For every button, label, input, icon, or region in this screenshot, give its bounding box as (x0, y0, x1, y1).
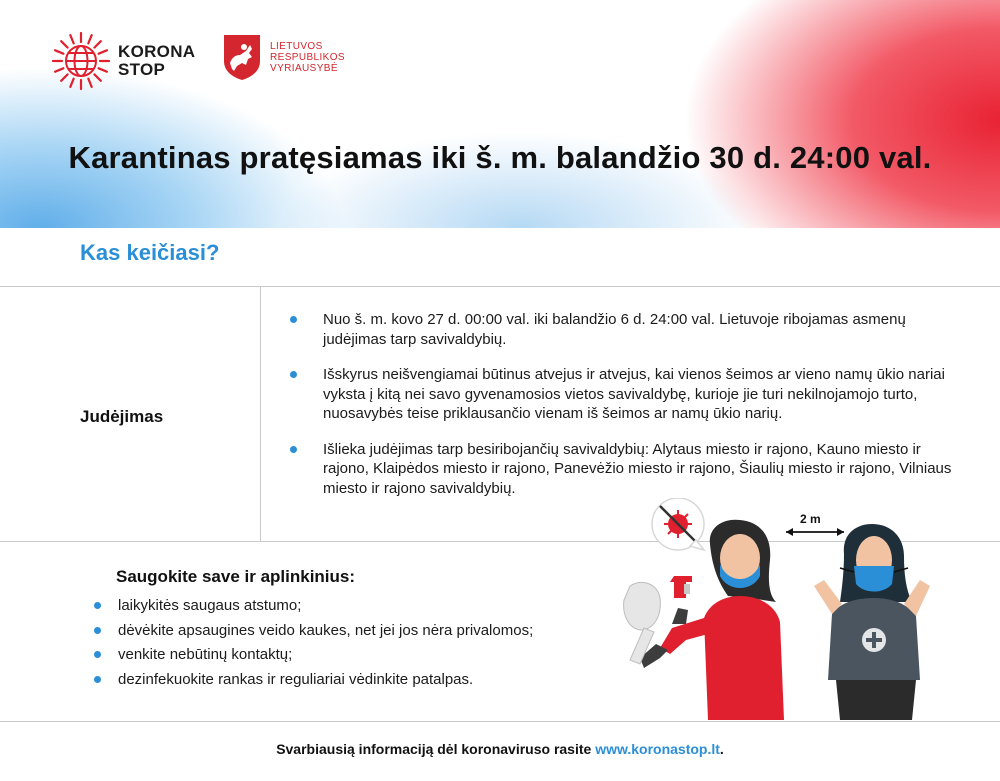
gov-text-line1: LIETUVOS (270, 40, 323, 52)
gov-text-line2: RESPUBLIKOS (270, 51, 345, 63)
bullet-dot (290, 371, 297, 378)
illustration-masked-people (600, 498, 960, 720)
bullet-dot (94, 651, 101, 658)
bullet-dot (94, 602, 101, 609)
protect-text: venkite nebūtinų kontaktų; (118, 646, 293, 663)
protect-title: Saugokite save ir aplinkinius: (116, 567, 356, 586)
section-title: Kas keičiasi? (80, 240, 220, 265)
movement-bullet-list (290, 310, 962, 514)
gov-text-line3: VYRIAUSYBĖ (270, 62, 338, 74)
footer-text: Svarbiausią informaciją dėl koronaviruso rasite (276, 741, 596, 757)
woman-with-mask (814, 524, 930, 720)
coat-of-arms-icon (222, 33, 262, 81)
website-link[interactable]: www.koronastop.lt (595, 741, 720, 757)
protect-text: laikykitės saugaus atstumo; (118, 597, 302, 614)
bullet-dot (94, 676, 101, 683)
bullet-dot (94, 627, 101, 634)
list-item (290, 365, 962, 424)
government-logo[interactable] (222, 33, 345, 81)
protect-list (94, 596, 533, 694)
list-item (94, 645, 533, 670)
koronastop-logo[interactable] (50, 30, 195, 92)
protect-text: dezinfekuokite rankas ir reguliariai vėdinkite patalpas. (118, 670, 474, 688)
bullet-dot (290, 316, 297, 323)
logo-text-line1: KORONA (118, 42, 196, 61)
divider-bottom (0, 721, 1000, 722)
list-item (290, 310, 962, 349)
page-title: Karantinas pratęsiamas iki š. m. balandžio 30 d. 24:00 val. (68, 140, 932, 175)
header-banner (0, 0, 1000, 228)
divider-vertical (260, 287, 261, 541)
distance-label: 2 m (800, 512, 821, 526)
protect-text: dėvėkite apsaugines veido kaukes, net jei jos nėra privalomos; (118, 621, 534, 639)
footer-end: . (719, 741, 724, 757)
logo-text-line2: STOP (118, 60, 166, 79)
list-item (94, 596, 533, 621)
row-label-movement: Judėjimas (80, 407, 164, 426)
globe-icon (50, 30, 112, 92)
list-item (94, 670, 533, 695)
bullet-text: Išlieka judėjimas tarp besiribojančių savivaldybių: Alytaus miesto ir rajono, Kauno miesto ir rajono, Klaipėdos miesto ir rajono, Panevėžio miesto ir rajono, Šiaulių miesto ir rajono, Vilniaus miesto ir rajono savivaldybių. (323, 440, 952, 497)
bullet-text: Nuo š. m. kovo 27 d. 00:00 val. iki balandžio 6 d. 24:00 val. Lietuvoje ribojamas asmenų judėjimas tarp savivaldybių. (323, 311, 906, 348)
list-item (94, 621, 533, 646)
bullet-text: Išskyrus neišvengiamai būtinus atvejus ir atvejus, kai vienos šeimos ar vieno namų ūkio nariai vyksta į kitą nei savo gyvenamosios vietos savivaldybę, kurioje jie turi nekilnojamojo turto, nuosavybės teise priklausančio vienam iš šeimos ar namų ūkio narių. (323, 366, 945, 422)
no-virus-icon (652, 498, 704, 550)
bullet-dot (290, 446, 297, 453)
divider-top (0, 286, 1000, 287)
list-item (290, 440, 962, 499)
distance-arrow-icon (786, 528, 844, 536)
footer (0, 741, 1000, 757)
